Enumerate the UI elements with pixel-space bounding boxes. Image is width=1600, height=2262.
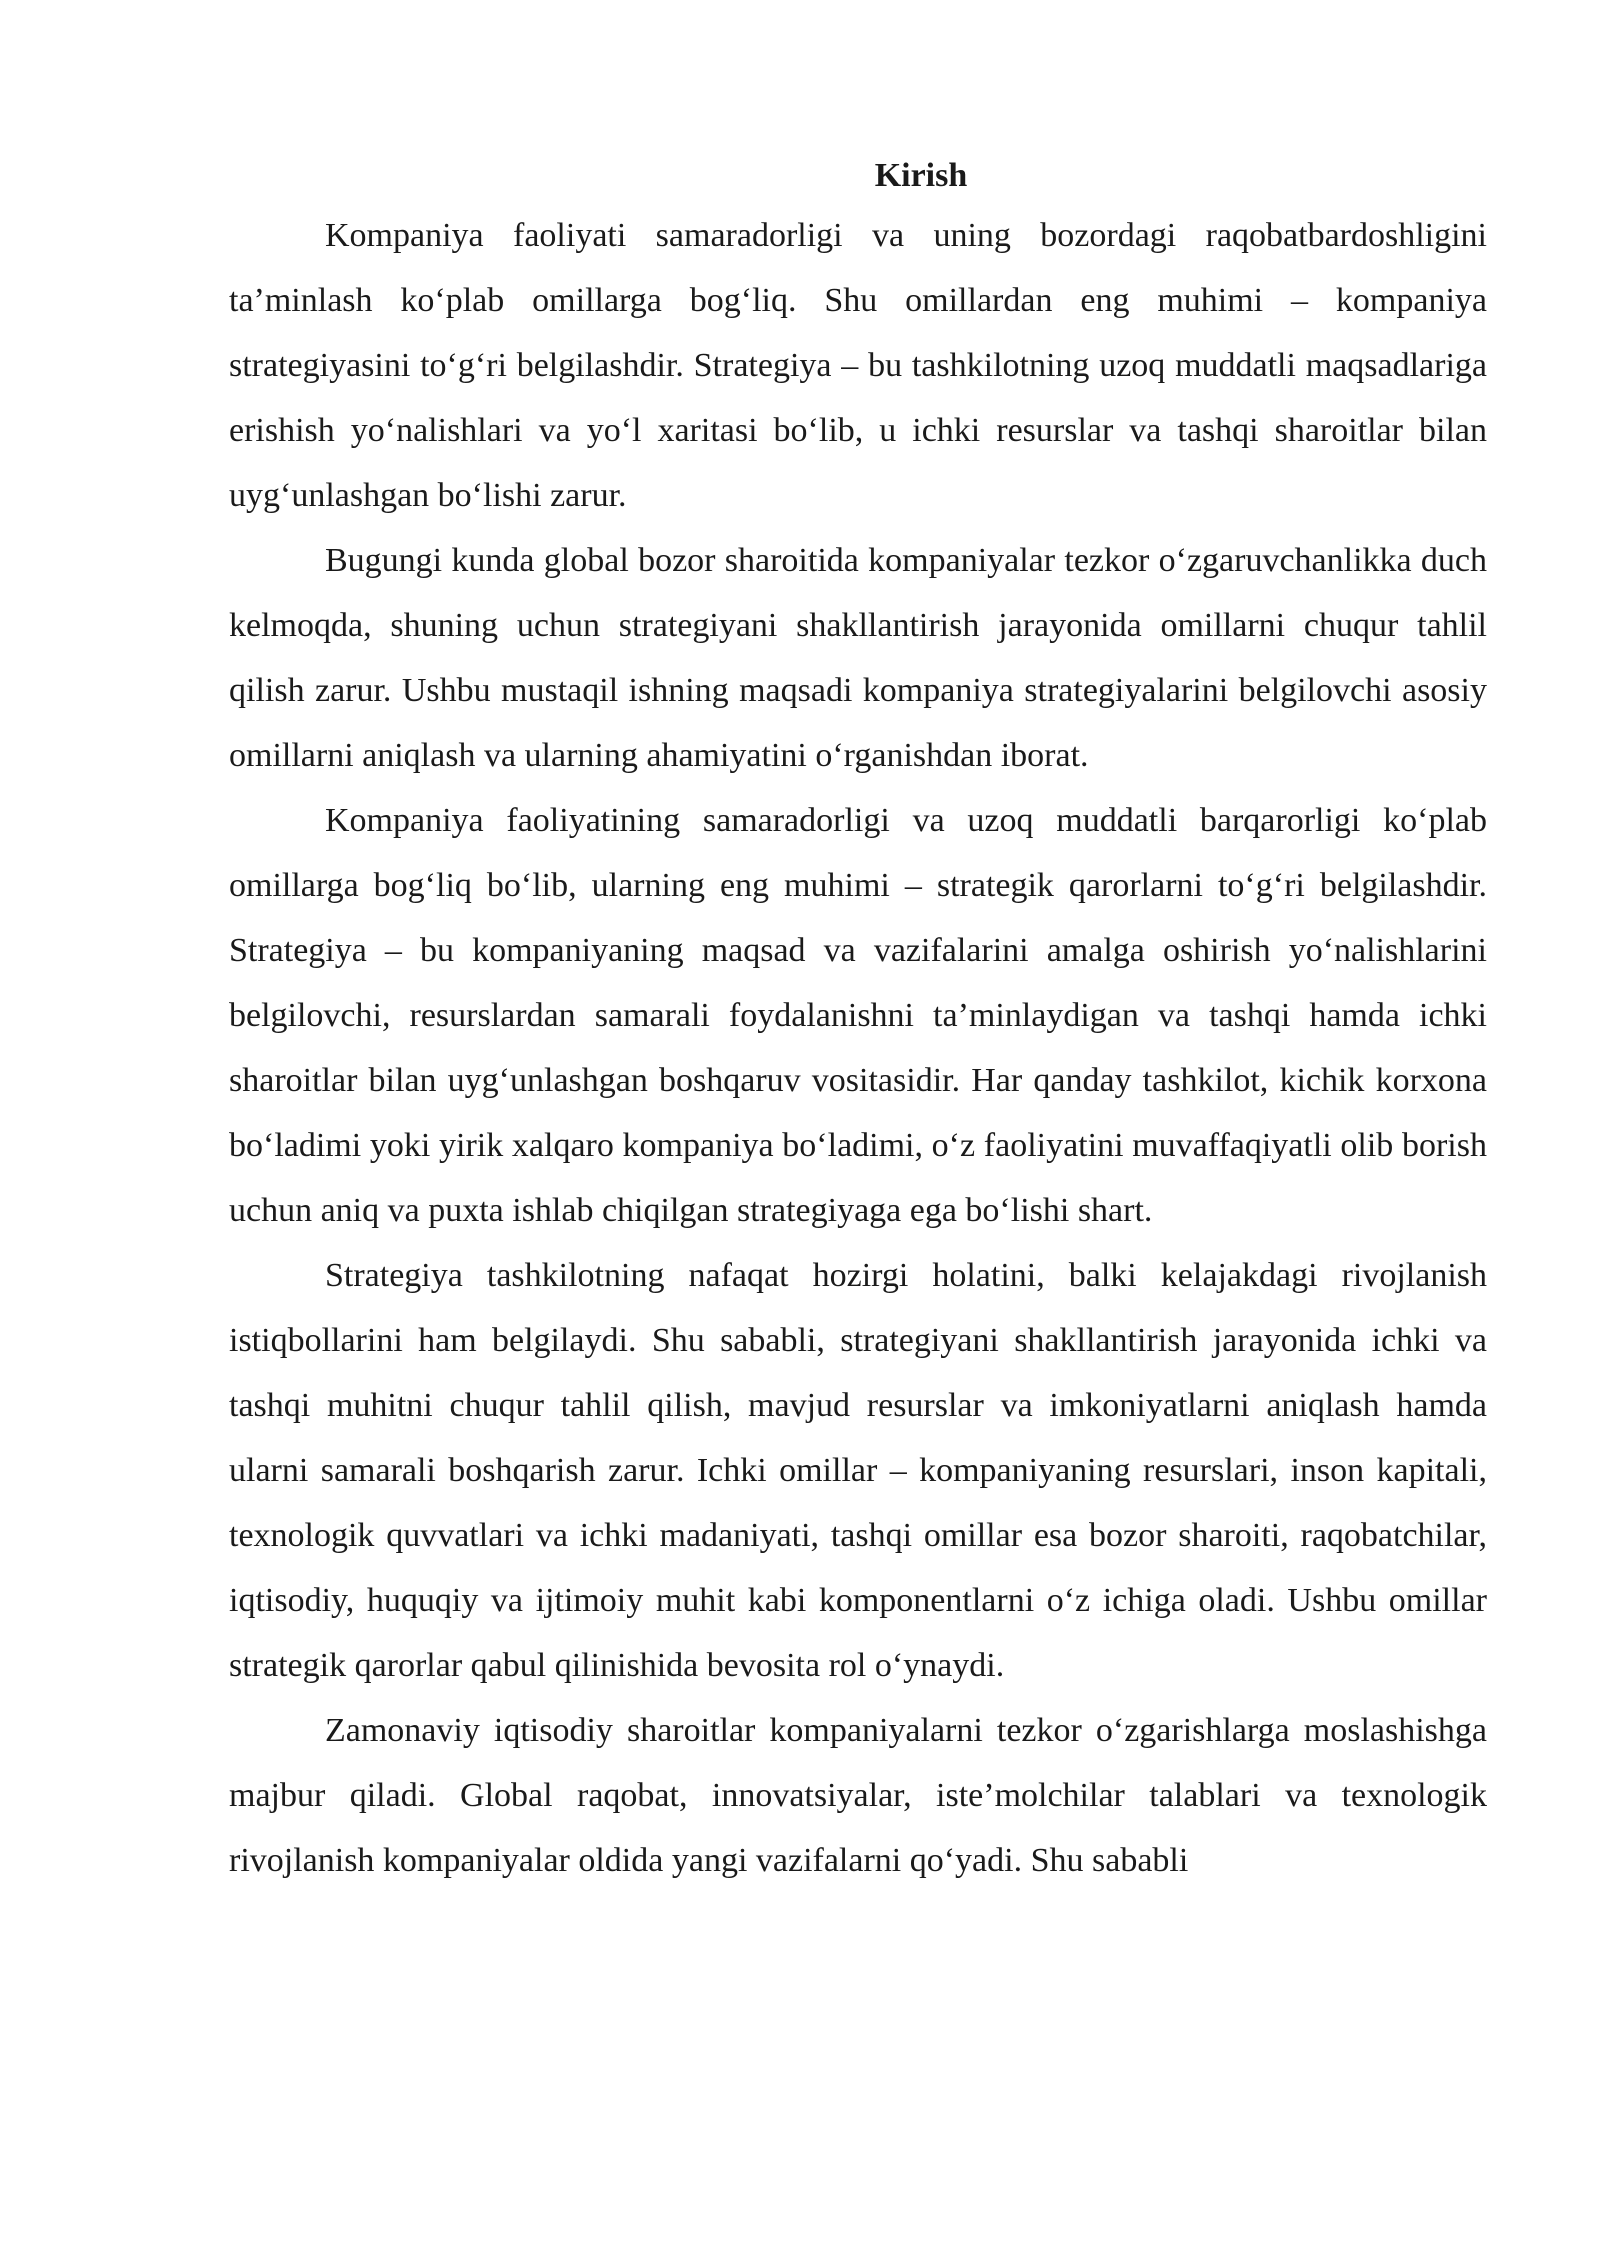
paragraph-3: Kompaniya faoliyatining samaradorligi va uzoq muddatli barqarorligi ko‘plab omillarga bog‘liq bo‘lib, ularning eng muhimi – strategik qarorlarni to‘g‘ri belgilashdir. Strategiya – bu kompaniyaning maqsad va vazifalarini amalga oshirish yo‘nalishlarini belgilovchi, resurslardan samarali foydalanishni ta’minlaydigan va tashqi hamda ichki sharoitlar bilan uyg‘unlashgan boshqaruv vositasidir. Har qanday tashkilot, kichik korxona bo‘ladimi yoki yirik xalqaro kompaniya bo‘ladimi, o‘z faoliyatini muvaffaqiyatli olib borish uchun aniq va puxta ishlab chiqilgan strategiyaga ega bo‘lishi shart. (229, 802, 1487, 1229)
page-title: Kirish (874, 157, 968, 194)
paragraph-1: Kompaniya faoliyati samaradorligi va uning bozordagi raqobatbardoshligini ta’minlash ko‘plab omillarga bog‘liq. Shu omillardan eng muhimi – kompaniya strategiyasini to‘g‘ri belgilashdir. Strategiya – bu tashkilotning uzoq muddatli maqsadlariga erishish yo‘nalishlari va yo‘l xaritasi bo‘lib, u ichki resurslar va tashqi sharoitlar bilan uyg‘unlashgan bo‘lishi zarur. (229, 217, 1487, 514)
paragraph-2: Bugungi kunda global bozor sharoitida kompaniyalar tezkor o‘zgaruvchanlikka duch kelmoqda, shuning uchun strategiyani shakllantirish jarayonida omillarni chuqur tahlil qilish zarur. Ushbu mustaqil ishning maqsadi kompaniya strategiyalarini belgilovchi asosiy omillarni aniqlash va ularning ahamiyatini o‘rganishdan iborat. (229, 542, 1487, 774)
document-body (229, 148, 1487, 1893)
paragraph-5: Zamonaviy iqtisodiy sharoitlar kompaniyalarni tezkor o‘zgarishlarga moslashishga majbur qiladi. Global raqobat, innovatsiyalar, iste’molchilar talablari va texnologik rivojlanish kompaniyalar oldida yangi vazifalarni qo‘yadi. Shu sababli (229, 1712, 1487, 1879)
paragraph-4: Strategiya tashkilotning nafaqat hozirgi holatini, balki kelajakdagi rivojlanish istiqbollarini ham belgilaydi. Shu sababli, strategiyani shakllantirish jarayonida ichki va tashqi muhitni chuqur tahlil qilish, mavjud resurslar va imkoniyatlarni aniqlash hamda ularni samarali boshqarish zarur. Ichki omillar – kompaniyaning resurslari, inson kapitali, texnologik quvvatlari va ichki madaniyati, tashqi omillar esa bozor sharoiti, raqobatchilar, iqtisodiy, huquqiy va ijtimoiy muhit kabi komponentlarni o‘z ichiga oladi. Ushbu omillar strategik qarorlar qabul qilinishida bevosita rol o‘ynaydi. (229, 1257, 1487, 1684)
